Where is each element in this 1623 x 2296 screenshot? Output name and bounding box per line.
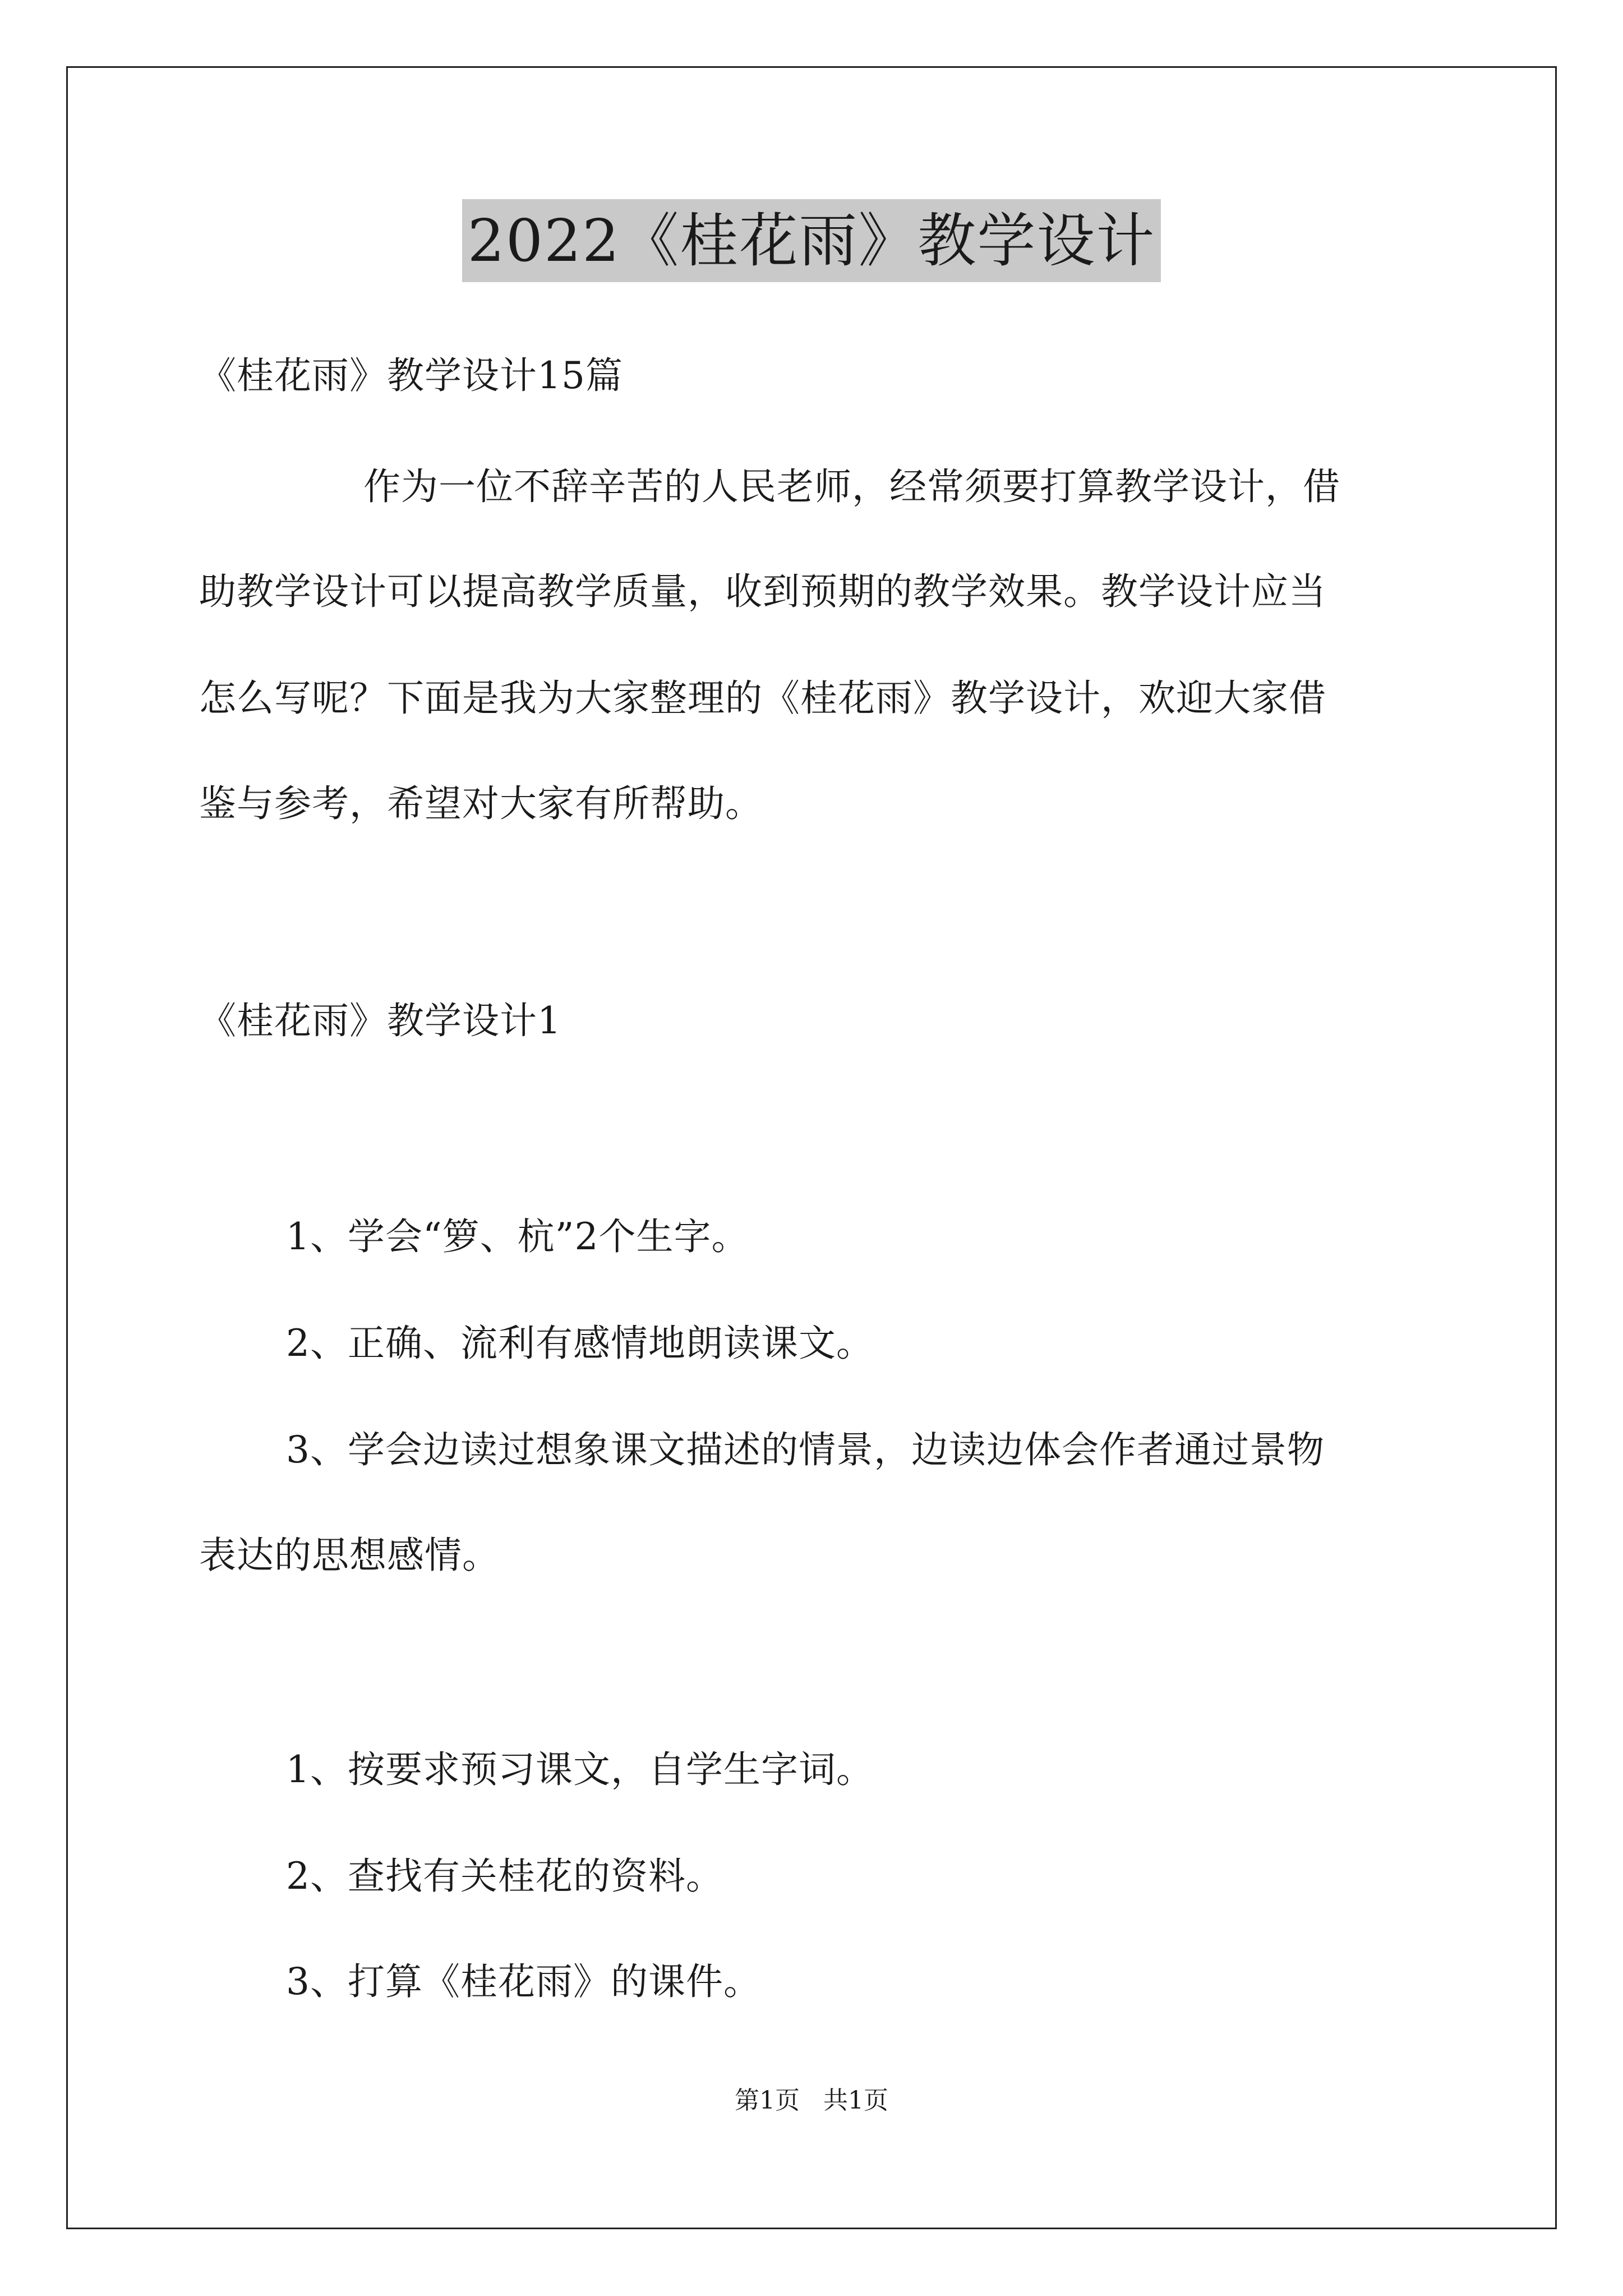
intro-line-2: 助教学设计可以提高教学质量，收到预期的教学效果。教学设计应当: [199, 570, 1326, 613]
prep-3: 3、打算《桂花雨》的课件。: [286, 1960, 761, 2003]
document-title: 2022《桂花雨》教学设计: [462, 199, 1161, 282]
subtitle: 《桂花雨》教学设计15篇: [199, 354, 623, 397]
prep-1: 1、按要求预习课文，自学生字词。: [286, 1748, 874, 1791]
intro-line-1: 作为一位不辞辛苦的人民老师，经常须要打算教学设计，借: [363, 465, 1340, 508]
title-container: [0, 199, 1623, 282]
section-heading: 《桂花雨》教学设计1: [199, 999, 561, 1042]
goal-2: 2、正确、流利有感情地朗读课文。: [286, 1322, 874, 1365]
page-number: 第1页: [735, 2086, 800, 2115]
page-total: 共1页: [823, 2086, 888, 2115]
goal-1: 1、学会“箩、杭”2个生字。: [286, 1215, 749, 1258]
intro-line-3: 怎么写呢？下面是我为大家整理的《桂花雨》教学设计，欢迎大家借: [199, 677, 1326, 720]
goal-3: 3、学会边读过想象课文描述的情景，边读边体会作者通过景物: [286, 1428, 1325, 1471]
goal-3-continued: 表达的思想感情。: [199, 1534, 500, 1577]
prep-2: 2、查找有关桂花的资料。: [286, 1855, 723, 1898]
page-footer: [0, 2084, 1623, 2118]
intro-line-4: 鉴与参考，希望对大家有所帮助。: [199, 782, 763, 825]
